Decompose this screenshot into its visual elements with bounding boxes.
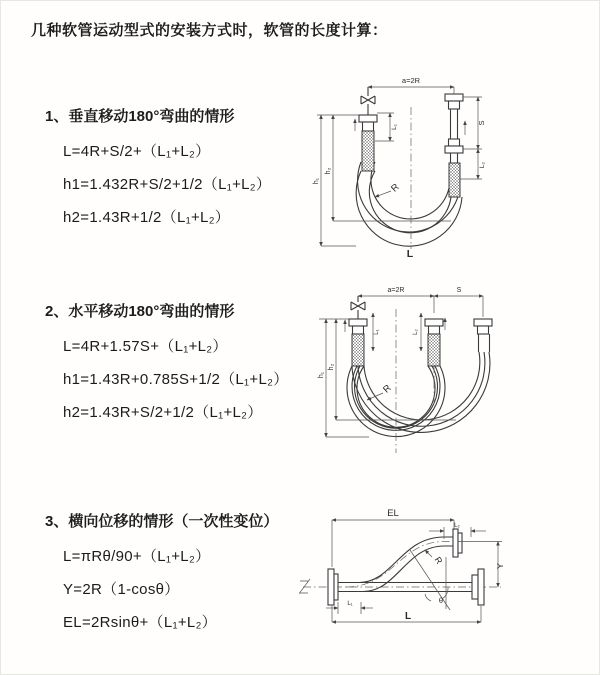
formula-line: h2=1.43R+1/2（L₁+L₂） bbox=[63, 209, 231, 226]
label-hose-length: L bbox=[406, 248, 414, 260]
dim-label-l2: L₂ bbox=[454, 523, 460, 529]
dim-label-l2: L₂ bbox=[413, 329, 419, 335]
dim-label-s: S bbox=[477, 120, 486, 126]
left-pipe-flange bbox=[349, 319, 367, 334]
formula-list bbox=[63, 540, 315, 639]
page-title: 几种软管运动型式的安装方式时，软管的长度计算： bbox=[31, 22, 388, 39]
dim-label-y: Y bbox=[495, 563, 505, 569]
diagram-vertical-180-u-bend bbox=[306, 69, 596, 264]
formula-line: L=4R+1.57S+（L₁+L₂） bbox=[63, 338, 228, 355]
pipe-original-position bbox=[338, 583, 472, 592]
diagram-lateral-displacement bbox=[299, 501, 599, 651]
dim-label-s: S bbox=[456, 287, 462, 294]
dim-label-h2: h₂ bbox=[328, 363, 335, 371]
dim-label-l: L bbox=[404, 611, 412, 622]
section-heading: 2、水平移动180°弯曲的情形 bbox=[45, 303, 235, 320]
valve-icon bbox=[361, 87, 375, 115]
right-pipe-flange bbox=[445, 94, 463, 163]
left-flange bbox=[328, 569, 338, 605]
dim-label-h1: h₁ bbox=[318, 371, 325, 379]
section-lateral-displacement bbox=[45, 510, 315, 639]
hose-u-bend bbox=[356, 162, 462, 246]
hose-u-bend-two-positions bbox=[347, 352, 490, 437]
dim-label-l1: L₁ bbox=[374, 329, 380, 335]
dim-label-h2: h₂ bbox=[325, 167, 332, 175]
dim-label-l1: L₁ bbox=[347, 601, 353, 607]
dim-label-h1: h₁ bbox=[313, 177, 320, 185]
formula-line: h2=1.43R+S/2+1/2（L₁+L₂） bbox=[63, 404, 263, 421]
dim-label-l1: L₁ bbox=[391, 124, 398, 130]
section-heading: 1、垂直移动180°弯曲的情形 bbox=[45, 108, 235, 125]
valve-icon bbox=[351, 296, 365, 319]
dim-label-el: EL bbox=[387, 508, 399, 519]
left-braided-hose-end bbox=[362, 131, 374, 171]
formula-line: L=πRθ/90+（L₁+L₂） bbox=[63, 548, 211, 565]
diagram-horizontal-180-u-bend bbox=[306, 279, 596, 469]
dim-label-l2: L₂ bbox=[479, 161, 486, 169]
right-pipe-flange bbox=[474, 319, 492, 352]
formula-line: h1=1.432R+S/2+1/2（L₁+L₂） bbox=[63, 176, 272, 193]
label-bend-radius: R bbox=[389, 181, 402, 195]
formula-list bbox=[63, 330, 315, 429]
formula-list bbox=[63, 135, 315, 234]
dim-label-a2r: a=2R bbox=[387, 287, 405, 294]
middle-braided-hose-end bbox=[428, 334, 440, 366]
formula-line: EL=2Rsinθ+（L₁+L₂） bbox=[63, 614, 217, 631]
middle-pipe-flange bbox=[425, 319, 443, 334]
formula-line: h1=1.43R+0.785S+1/2（L₁+L₂） bbox=[63, 371, 289, 388]
upper-right-flange bbox=[453, 529, 462, 557]
section-horizontal-180 bbox=[45, 300, 315, 429]
section-vertical-180 bbox=[45, 105, 315, 234]
formula-line: Y=2R（1-cosθ） bbox=[63, 581, 180, 598]
lower-right-flange bbox=[472, 569, 484, 605]
right-braided-hose-end bbox=[449, 163, 460, 197]
label-bend-radius: R bbox=[381, 382, 394, 396]
dim-label-a2r: a=2R bbox=[401, 76, 421, 85]
section-heading: 3、横向位移的情形（一次性变位） bbox=[45, 513, 279, 530]
formula-line: L=4R+S/2+（L₁+L₂） bbox=[63, 143, 211, 160]
label-bend-radius: R bbox=[432, 555, 445, 566]
label-angle-theta: θ bbox=[438, 596, 444, 605]
left-braided-hose-end bbox=[352, 334, 364, 366]
left-pipe-flange bbox=[359, 115, 377, 131]
